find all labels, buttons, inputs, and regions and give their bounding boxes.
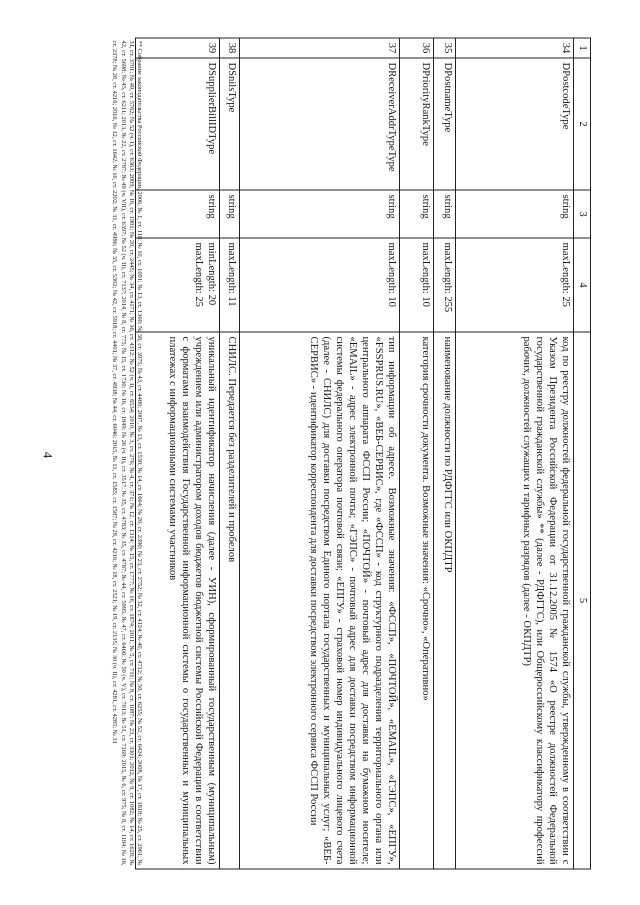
base-type: string (400, 190, 434, 238)
rotated-page-content (30, 30, 610, 875)
table-row (220, 38, 240, 869)
table-row (240, 38, 400, 869)
base-type: string (456, 190, 574, 238)
row-number: 38 (220, 38, 240, 58)
type-name: DSnilsType (220, 58, 240, 190)
column-header: 5 (574, 332, 591, 869)
row-number: 35 (434, 38, 456, 58)
type-restriction: maxLength: 10 (240, 238, 400, 332)
type-description: уникальный идентификатор начисления (далее - УИН), сформированный государственным (муниципальным) учреждением или администратором доходов бюджетов бюджетной системы Российской Федерации в соответствии с форматами взаимодействия Государственной информационной системы о государственных и муниципальных платежах с информационными системами участников (136, 332, 220, 869)
table-header-row (574, 38, 591, 869)
column-header: 4 (574, 238, 591, 332)
type-name: DPostnameType (434, 58, 456, 190)
type-description: наименование должности по РДФГГС или ОКПДТР (434, 332, 456, 869)
page-number: 4 (40, 451, 56, 459)
type-name: DReceiverAddrTypeType (240, 58, 400, 190)
row-number: 37 (240, 38, 400, 58)
footnote: ** Собрание законодательства Российской Федерации, 2006, № 1, ст. 118; № 10, ст. 1091; № 13, ст. 1360; № 38, ст. 3975; № 43, ст. 4480; 2007, № 13, ст. 1530; № 14, ст. 1664; № 20, ст. 2390; № 23, ст. 2752; № 32, ст. 4124; № 40, ст. 4712; № 50, ст. 6255; № 52, ст. 6424; 2008, № 17, ст. 1818; № 25, ст. 2961; № 31, ст. 3701; № 49, ст. 5762; № 52 (ч. I), ст. 6363; 2009, № 16, ст. 1901; № 20, ст. 2445; № 34, ст. 4171; № 36, ст. 4312; № 52 (ч. I), ст. 6534; 2010, № 3, ст. 276; № 4, ст. 371; № 12, ст. 1314; № 15, ст. 1777; № 16, ст. 1874; 2011, № 5, ст. 711; № 8, ст. 1087; № 23, ст. 3301; 2012, № 9, ст. 1082; № 14, ст. 1628; № 42, ст. 5698; № 45, ст. 6211; 2013, № 22, ст. 2787; № 49 (ч. VII), ст. 6397; № 52 (ч. II), ст. 7137; 2014, № 8, ст. 775; № 15, ст. 1730; № 16, ст. 1849; № 26 (ч. II), ст. 3517; № 35, ст. 4783; № 35, ст. 4787; № 44, ст. 5995; № 47, ст. 6466; № 50 (ч. V), ст. 7013; № 51, ст. 7169; 2015, № 6, ст. 975; № 8, ст. 1184; № 16, ст. 2378; № 28, ст. 4216; 2016, № 12, ст. 1642; № 16, ст. 2202; № 31, ст. 4986; № 35, ст. 5302; № 42, ст. 5918; ст. 4401; № 37, ст. 4938; № 44, ст. 6046; 2015, № 11, ст. 1585; ст. 1587; № 28, ст. 4216; № 18, ст. 2521; № 19, ст. 2135; № 30 (ч. II), ст. 4281, ст. 4285; № 31 (111, 40, 143, 865)
type-name: DSupplierBillIDType (136, 58, 220, 190)
table-row (400, 38, 434, 869)
type-restriction: maxLength: 11 (220, 238, 240, 332)
table-row (136, 38, 220, 869)
type-restriction: maxLength: 10 (400, 238, 434, 332)
base-type: string (434, 190, 456, 238)
type-description: код по реестру должностей федеральной государственной гражданской службы, утвержденному в соответствии с Указом Президента Российской Федерации от 31.12.2005 № 1574 «О реестре должностей Федеральной государственной гражданской службы» ** (далее - РДФГГС), или Общероссийскому классификатору профессий рабочих, должностей служащих и тарифных разрядов (далее - ОКПДТР) (456, 332, 574, 869)
column-header: 3 (574, 190, 591, 238)
row-number: 39 (136, 38, 220, 58)
type-name: DPriorityRankType (400, 58, 434, 190)
table-row (434, 38, 456, 869)
column-header: 2 (574, 58, 591, 190)
row-number: 34 (456, 38, 574, 58)
column-header: 1 (574, 38, 591, 58)
type-name: DPostcodeType (456, 58, 574, 190)
type-description: категория срочности документа. Возможные значения: «Срочно», «Оперативно» (400, 332, 434, 869)
row-number: 36 (400, 38, 434, 58)
type-restriction: minLength: 20 maxLength: 25 (136, 238, 220, 332)
base-type: string (220, 190, 240, 238)
base-type: string (240, 190, 400, 238)
type-description: тип информации об адресе. Возможные значения: «ФССП», «ПОЧТОЙ», «EMAIL», «ГЭПС», «ЕПГУ», «FSSPRUS.RU», «ВЕБ-СЕРВИС», где «ФССП» - код структурного подразделения территориального органа или центрального аппарата ФССП России; «ПОЧТОЙ» - почтовый адрес для доставки на бумажном носителе; «EMAIL» - адрес электронной почты; «ГЭПС» - почтовый адрес для доставки посредством информационной системы федерального оператора почтовой связи; «ЕПГУ» - страховой номер индивидуального лицевого счета (далее - СНИЛС) для доставки посредством Единого портала государственных и муниципальных услуг; «ВЕБ-СЕРВИС» - идентификатор корреспондента для доставки посредством электронного сервиса ФССП России (240, 332, 400, 869)
type-restriction: maxLength: 255 (434, 238, 456, 332)
base-type: string (136, 190, 220, 238)
type-description: СНИЛС. Передается без разделителей и пробелов (220, 332, 240, 869)
table-row (456, 38, 574, 869)
schema-types-table (135, 37, 591, 869)
type-restriction: maxLength: 25 (456, 238, 574, 332)
